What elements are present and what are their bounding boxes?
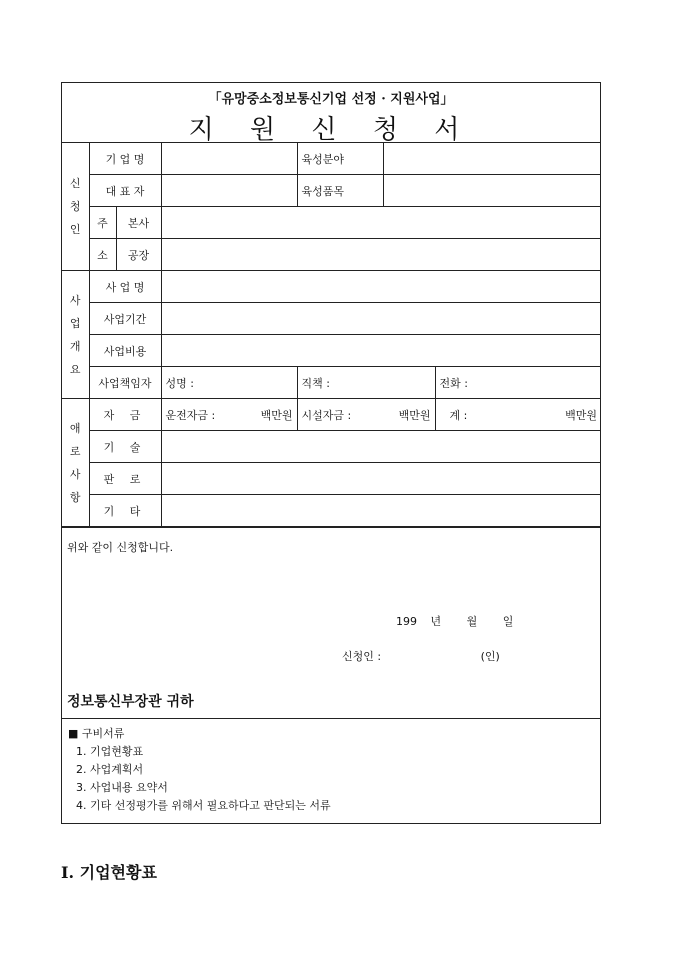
manager-position-field[interactable]: 직책 : [297,367,435,399]
field-input[interactable] [383,143,601,175]
seal-mark: (인) [480,650,500,663]
declaration-text: 위와 같이 신청합니다. [67,541,174,554]
company-name-label: 기 업 명 [89,143,161,175]
factory-address-field[interactable] [161,239,601,271]
required-documents-heading: ■ 구비서류 [68,727,125,740]
funds-label: 자 금 [89,399,161,431]
business-name-field[interactable] [161,271,601,303]
company-name-field[interactable] [161,143,297,175]
document-item: 1. 기업현황표 [76,745,144,758]
required-documents [62,719,600,823]
document-item: 2. 사업계획서 [76,763,144,776]
facility-capital-field[interactable]: 시설자금 : 백만원 [297,399,435,431]
application-form [61,82,601,824]
ceo-field[interactable] [161,175,297,207]
date-day-unit: 일 [502,615,514,628]
applicant-signature-label: 신청인 : [342,650,382,663]
application-table [62,143,601,527]
product-label: 육성품목 [297,175,383,207]
field-label: 육성분야 [297,143,383,175]
address-label-1: 주 [89,207,116,239]
factory-label: 공장 [116,239,161,271]
business-group-label: 사 업 개 요 [62,271,89,399]
business-manager-label: 사업책임자 [89,367,161,399]
application-date[interactable] [396,613,513,629]
form-title: 지 원 신 청 서 [188,115,474,145]
hq-address-field[interactable] [161,207,601,239]
date-month-unit: 월 [466,615,478,628]
date-year-unit: 년 [430,615,442,628]
ceo-label: 대 표 자 [89,175,161,207]
sales-channel-field[interactable] [161,463,601,495]
address-label-2: 소 [89,239,116,271]
applicant-signature[interactable] [342,648,500,664]
other-label: 기 타 [89,495,161,527]
difficulties-group-label: 애 로 사 항 [62,399,89,527]
document-item: 3. 사업내용 요약서 [76,781,168,794]
applicant-group-label: 신 청 인 [62,143,89,271]
business-name-label: 사 업 명 [89,271,161,303]
technology-label: 기 술 [89,431,161,463]
manager-name-field[interactable]: 성명 : [161,367,297,399]
document-item: 4. 기타 선정평가를 위해서 필요하다고 판단되는 서류 [76,799,331,812]
hq-label: 본사 [116,207,161,239]
addressee: 정보통신부장관 귀하 [67,694,194,710]
working-capital-field[interactable]: 운전자금 : 백만원 [161,399,297,431]
form-subtitle: 「유망중소정보통신기업 선정 · 지원사업」 [208,92,454,107]
total-capital-field[interactable]: 계 : 백만원 [435,399,601,431]
date-year: 199 [396,615,417,628]
business-cost-field[interactable] [161,335,601,367]
product-input[interactable] [383,175,601,207]
other-field[interactable] [161,495,601,527]
technology-field[interactable] [161,431,601,463]
form-header [62,83,600,143]
manager-phone-field[interactable]: 전화 : [435,367,601,399]
declaration-section [62,527,600,719]
sales-channel-label: 판 로 [89,463,161,495]
section-heading: I. 기업현황표 [61,863,157,882]
business-period-field[interactable] [161,303,601,335]
business-period-label: 사업기간 [89,303,161,335]
business-cost-label: 사업비용 [89,335,161,367]
